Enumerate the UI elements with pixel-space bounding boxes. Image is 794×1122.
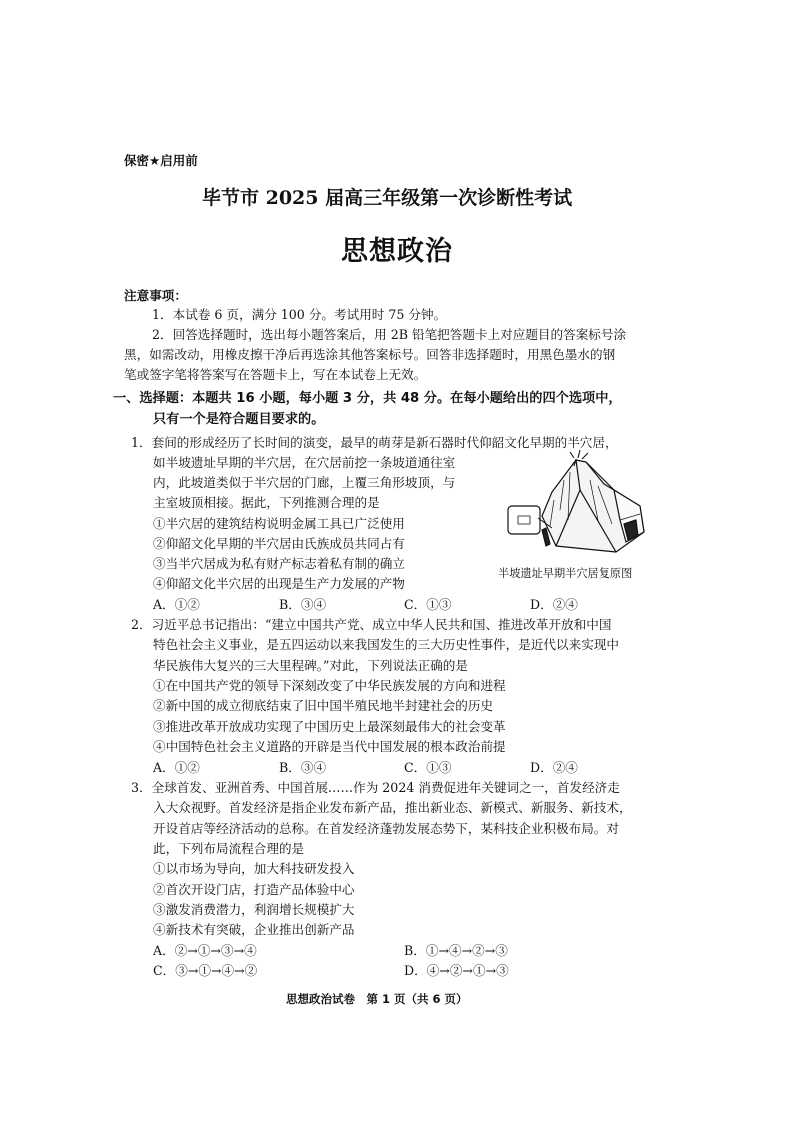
q3-statement-1: ①以市场为导向，加大科技研发投入 bbox=[153, 861, 355, 876]
notice-heading: 注意事项： bbox=[124, 288, 187, 303]
q2-option-c: C．①③ bbox=[404, 760, 452, 775]
exam-title: 毕节市 2025 届高三年级第一次诊断性考试 bbox=[202, 187, 573, 209]
q2-line-2: 特色社会主义事业，是五四运动以来我国发生的三大历史性事件，是近代以来实现中 bbox=[153, 637, 619, 652]
section-heading-line-2: 只有一个是符合题目要求的。 bbox=[153, 412, 325, 427]
q3-line-1: 3．全球首发、亚洲首秀、中国首展……作为 2024 消费促进年关键词之一，首发经济走 bbox=[131, 780, 620, 795]
q2-line-3: 华民族伟大复兴的三大里程碑。”对此，下列说法正确的是 bbox=[153, 658, 468, 673]
q3-statement-2: ②首次开设门店，打造产品体验中心 bbox=[153, 882, 355, 897]
q2-statement-3: ③推进改革开放成功实现了中国历史上最深刻最伟大的社会变革 bbox=[153, 719, 506, 734]
q1-line-3: 内，此坡道类似于半穴居的门廊，上覆三角形坡顶，与 bbox=[153, 475, 456, 490]
q3-option-a: A．②→①→③→④ bbox=[153, 943, 257, 958]
q3-option-d: D．④→②→①→③ bbox=[404, 963, 509, 978]
q2-option-d: D．②④ bbox=[530, 760, 578, 775]
q2-option-b: B．③④ bbox=[279, 760, 327, 775]
q2-statement-4: ④中国特色社会主义道路的开辟是当代中国发展的根本政治前提 bbox=[153, 739, 506, 754]
q1-statement-4: ④仰韶文化半穴居的出现是生产力发展的产物 bbox=[153, 576, 405, 591]
q3-option-b: B．①→④→②→③ bbox=[404, 943, 508, 958]
section-heading-line-1: 一、选择题：本题共 16 小题，每小题 3 分，共 48 分。在每小题给出的四个选项中， bbox=[113, 391, 622, 406]
q3-line-3: 开设首店等经济活动的总称。在首发经济蓬勃发展态势下，某科技企业积极布局。对 bbox=[153, 821, 619, 836]
half-cave-dwelling-illustration bbox=[494, 450, 674, 562]
notice-item-2-line-3: 笔或签字笔将答案写在答题卡上，写在本试卷上无效。 bbox=[124, 367, 427, 382]
subject-title: 思想政治 bbox=[341, 236, 453, 267]
q1-option-c: C．①③ bbox=[404, 597, 452, 612]
secret-mark: 保密★启用前 bbox=[124, 153, 198, 168]
notice-item-2-line-2: 黑，如需改动，用橡皮擦干净后再选涂其他答案标号。回答非选择题时，用黑色墨水的钢 bbox=[124, 347, 616, 362]
q3-statement-3: ③激发消费潜力，利润增长规模扩大 bbox=[153, 902, 355, 917]
q1-line-1: 1．套间的形成经历了长时间的演变，最早的萌芽是新石器时代仰韶文化早期的半穴居， bbox=[131, 435, 618, 450]
q1-line-4: 主室坡顶相接。据此，下列推测合理的是 bbox=[153, 495, 380, 510]
q1-option-a: A．①② bbox=[153, 597, 200, 612]
q2-statement-2: ②新中国的成立彻底结束了旧中国半殖民地半封建社会的历史 bbox=[153, 698, 494, 713]
q2-statement-1: ①在中国共产党的领导下深刻改变了中华民族发展的方向和进程 bbox=[153, 678, 506, 693]
notice-item-1: 1．本试卷 6 页，满分 100 分。考试用时 75 分钟。 bbox=[152, 307, 447, 322]
notice-item-2-line-1: 2．回答选择题时，选出每小题答案后，用 2B 铅笔把答题卡上对应题目的答案标号涂 bbox=[152, 327, 627, 342]
q3-option-c: C．③→①→④→② bbox=[153, 963, 258, 978]
q2-option-a: A．①② bbox=[153, 760, 200, 775]
q1-figure-caption: 半坡遗址早期半穴居复原图 bbox=[498, 567, 633, 580]
q3-line-4: 此，下列布局流程合理的是 bbox=[153, 841, 305, 856]
q1-statement-3: ③当半穴居成为私有财产标志着私有制的确立 bbox=[153, 556, 405, 571]
q3-line-2: 入大众视野。首发经济是指企业发布新产品，推出新业态、新模式、新服务、新技术， bbox=[153, 800, 632, 815]
q1-statement-2: ②仰韶文化早期的半穴居由氏族成员共同占有 bbox=[153, 536, 405, 551]
page-footer: 思想政治试卷 第 1 页（共 6 页） bbox=[286, 992, 468, 1006]
q1-option-d: D．②④ bbox=[530, 597, 578, 612]
q1-line-2: 如半坡遗址早期的半穴居，在穴居前挖一条坡道通往室 bbox=[153, 455, 456, 470]
q2-line-1: 2．习近平总书记指出：“建立中国共产党、成立中华人民共和国、推进改革开放和中国 bbox=[131, 617, 612, 632]
q1-statement-1: ①半穴居的建筑结构说明金属工具已广泛使用 bbox=[153, 516, 405, 531]
q3-statement-4: ④新技术有突破，企业推出创新产品 bbox=[153, 922, 355, 937]
q1-option-b: B．③④ bbox=[279, 597, 327, 612]
